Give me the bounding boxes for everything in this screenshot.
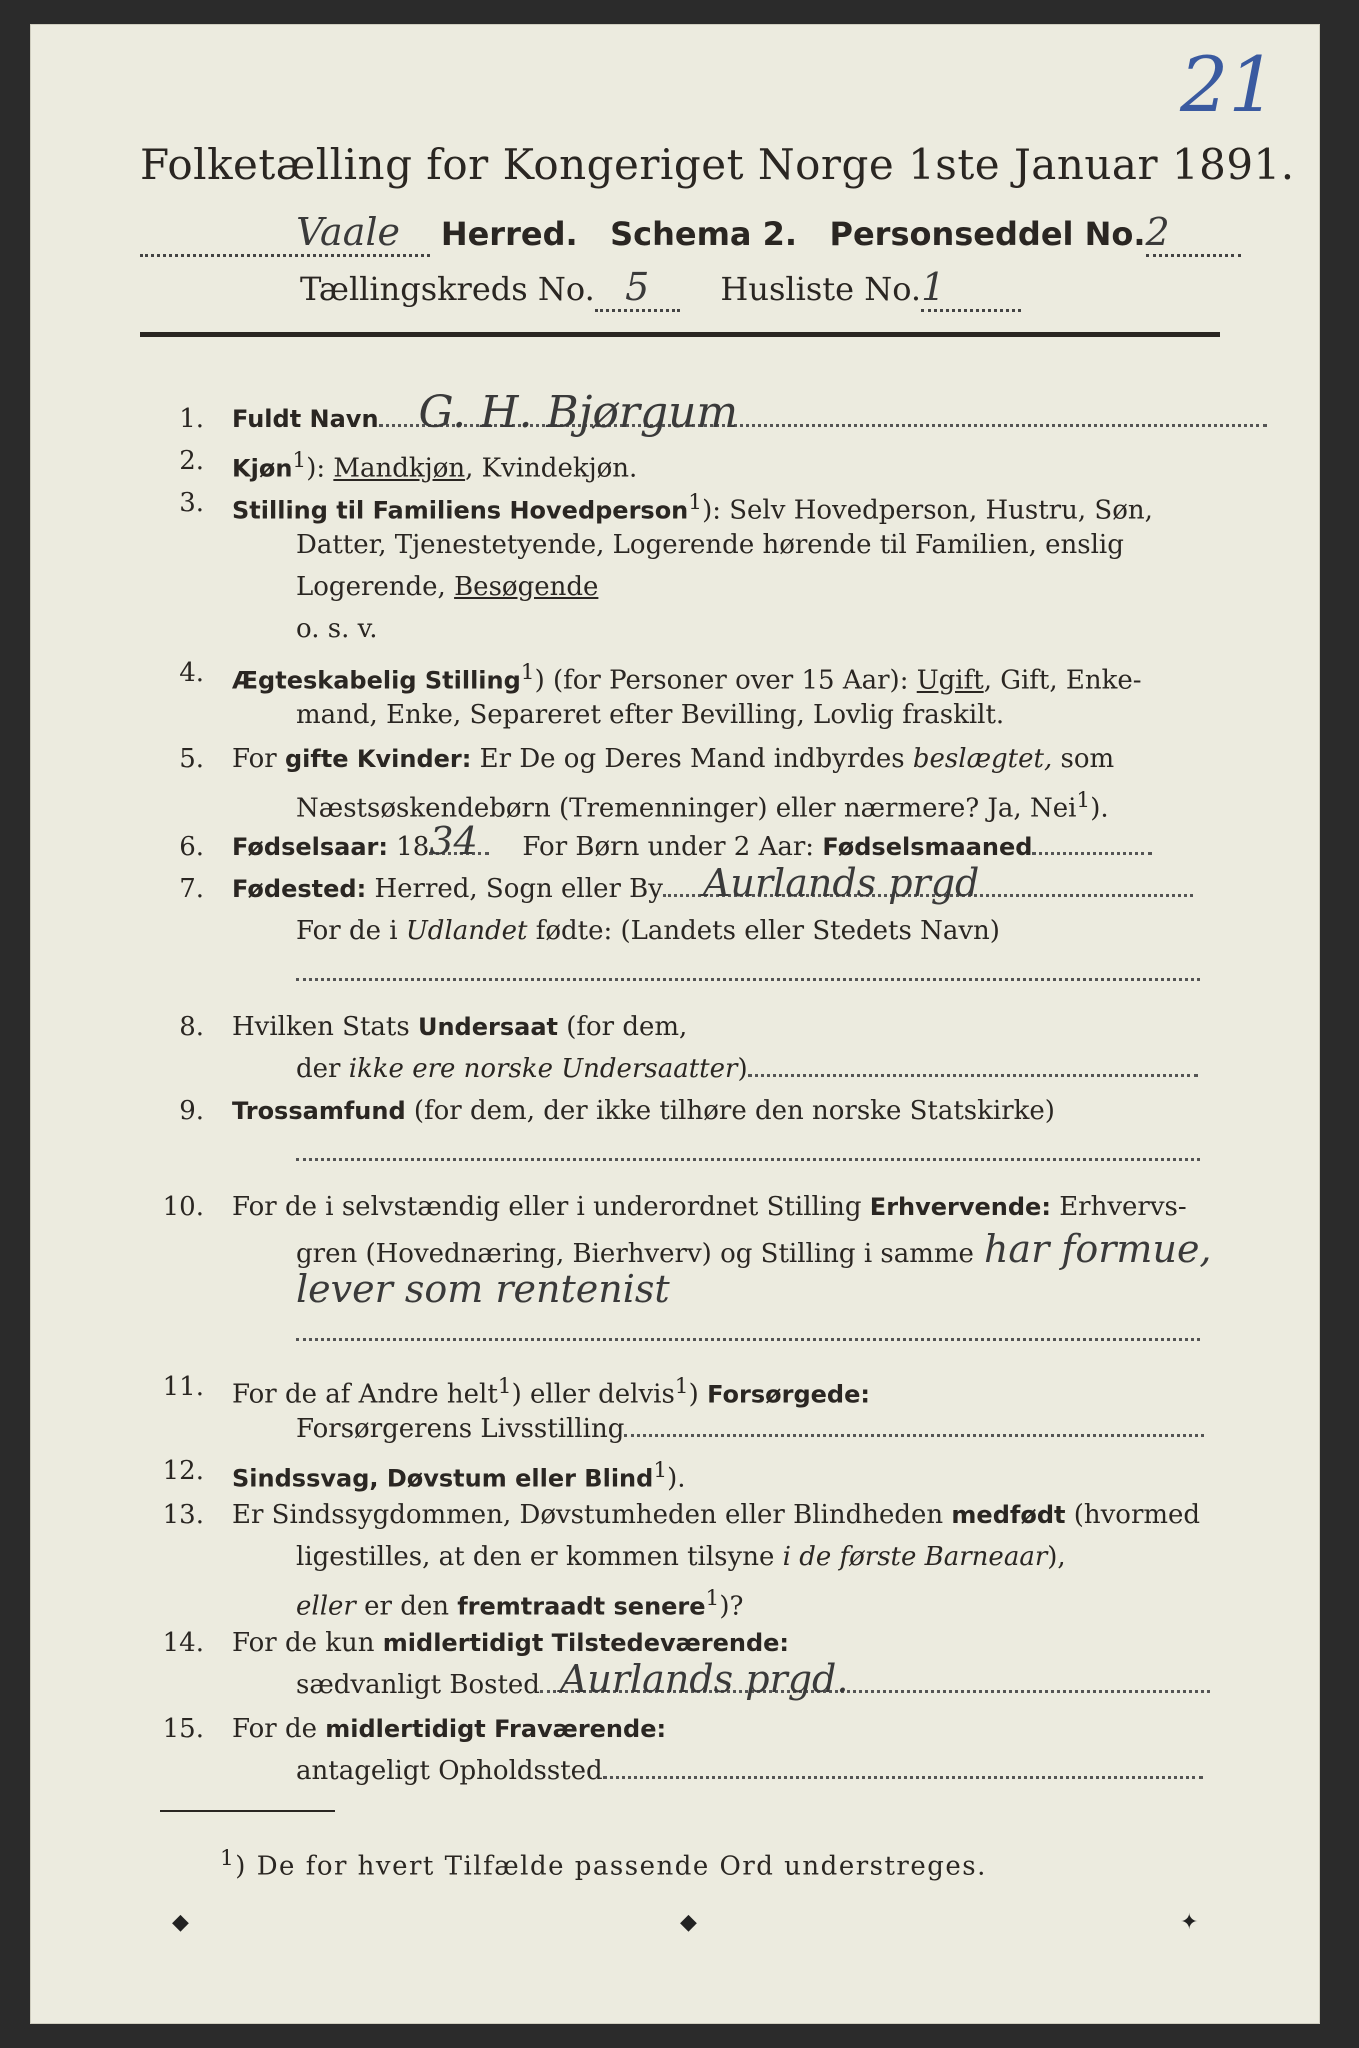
- kreds-label: Tællingskreds No.: [300, 270, 595, 308]
- herred-label: Herred.: [440, 215, 578, 253]
- field-5-number: 5.: [179, 744, 204, 774]
- personseddel-label: Personseddel No.: [829, 215, 1146, 253]
- field-12-end: ).: [667, 1463, 686, 1494]
- husliste-value: 1: [921, 265, 946, 309]
- field-2-sup: 1: [292, 448, 307, 473]
- field-2-kvindekjon: Kvindekjøn.: [481, 453, 638, 484]
- field-10-text-a: For de i selvstændig eller i underordnet Stilling: [232, 1192, 870, 1222]
- husliste-label: Husliste No.: [720, 270, 922, 308]
- field-10-line1: [232, 1186, 1187, 1228]
- field-7-text-a: For de i: [296, 916, 406, 946]
- field-6-value: 34: [429, 819, 478, 863]
- field-7-line2: [296, 910, 1000, 952]
- field-14-text-2: sædvanligt Bosted: [296, 1670, 540, 1700]
- field-6-line: [429, 819, 489, 863]
- field-13-line1: [232, 1494, 1200, 1536]
- form-title: Folketælling for Kongeriget Norge 1ste Januar 1891.: [140, 140, 1295, 189]
- field-14-line: [540, 1657, 1210, 1701]
- husliste-field: [921, 265, 1021, 312]
- field-10-text-b: Erhvervs-: [1050, 1192, 1187, 1222]
- footnote-text: De for hvert Tilfælde passende Ord understreges.: [256, 1851, 987, 1882]
- field-10-text-2: gren (Hovednæring, Bierhverv) og Stilling i samme: [296, 1239, 974, 1269]
- field-5-beslaegtet: beslægtet,: [912, 744, 1053, 774]
- field-8-undersaatter: ikke ere norske Undersaatter: [348, 1054, 738, 1084]
- personseddel-value: 2: [1145, 210, 1170, 254]
- field-5-text-a: Er De og Deres Mand indbyrdes: [471, 744, 913, 774]
- field-1-label: Fuldt Navn: [232, 405, 379, 433]
- field-3-options-1: Selv Hovedperson, Hustru, Søn,: [729, 495, 1153, 526]
- field-8-label: Undersaat: [417, 1013, 558, 1041]
- field-8-close: ): [737, 1054, 748, 1084]
- field-10-value-1: har formue,: [983, 1227, 1212, 1271]
- kreds-field: [595, 265, 680, 312]
- field-3-label: Stilling til Familiens Hovedperson: [232, 496, 689, 525]
- field-12-disability: [232, 1450, 686, 1500]
- field-3-line3: [296, 566, 598, 608]
- field-4-line2: mand, Enke, Separeret efter Bevilling, Lovlig fraskilt.: [296, 700, 1005, 730]
- field-8-line1: [232, 1006, 687, 1048]
- header-line-herred: [140, 210, 1220, 257]
- field-3-besogende: Besøgende: [454, 572, 599, 602]
- field-2-sex: Kjøn$^1$): Mandkjøn, Kvindekjøn.: [232, 448, 638, 484]
- field-4-ugift: Ugift: [916, 665, 984, 696]
- field-13-end: )?: [719, 1591, 744, 1622]
- header-rule: [140, 332, 1220, 337]
- field-13-eller: eller: [296, 1591, 356, 1622]
- binding-hole-mark-center: ◆: [680, 1910, 697, 1935]
- field-1-value: G. H. Bjørgum: [418, 387, 739, 438]
- field-9-text: (for dem, der ikke tilhøre den norske Statskirke): [405, 1096, 1055, 1126]
- field-11-text-b: eller delvis: [521, 1379, 675, 1410]
- field-3-sup: 1: [688, 490, 703, 515]
- footnote-sup: 1: [220, 1846, 236, 1871]
- field-6-label: Fødselsaar:: [232, 833, 388, 861]
- schema-label: Schema 2.: [610, 215, 798, 253]
- field-5-question: Næstsøskendebørn (Tremenninger) eller nærmere? Ja, Nei: [296, 793, 1077, 824]
- field-3-colon: ):: [702, 495, 721, 526]
- field-11-close-1: ): [511, 1379, 522, 1410]
- field-8-der: der: [296, 1054, 349, 1084]
- field-8-pre: Hvilken Stats: [232, 1012, 418, 1042]
- field-13-text-2a: ligestilles, at den er kommen tilsyne: [296, 1542, 783, 1572]
- field-13-barneaar: i de første Barneaar: [782, 1542, 1048, 1572]
- field-12-sup: 1: [653, 1458, 668, 1483]
- field-14-text-a: For de kun: [232, 1628, 383, 1658]
- field-14-line2: [296, 1657, 1210, 1706]
- field-4-text-a: (for Personer over 15 Aar):: [544, 665, 917, 696]
- field-3-osv: o. s. v.: [296, 614, 378, 644]
- field-13-text-b: (hvormed: [1065, 1500, 1201, 1530]
- field-2-label: Kjøn: [232, 454, 293, 483]
- field-13-number: 13.: [162, 1500, 204, 1530]
- field-15-number: 15.: [162, 1714, 204, 1744]
- field-14-label: midlertidigt Tilstedeværende:: [382, 1629, 790, 1657]
- field-4-sup: 1: [520, 660, 535, 685]
- field-5-line2: [296, 780, 1109, 830]
- field-9-label: Trossamfund: [232, 1097, 406, 1125]
- field-3-logerende: Logerende,: [296, 572, 455, 602]
- personseddel-field: [1146, 210, 1241, 257]
- field-13-label: medfødt: [951, 1501, 1066, 1529]
- field-15-label: midlertidigt Fraværende:: [325, 1715, 667, 1743]
- herred-field: [140, 210, 430, 257]
- binding-hole-mark-right: ✦: [1180, 1910, 1199, 1935]
- field-11-sup-2: 1: [674, 1374, 689, 1399]
- field-9-religion: [232, 1090, 1055, 1132]
- field-8-line: [748, 1052, 1198, 1077]
- field-11-line2: [296, 1408, 1204, 1450]
- field-14-number: 14.: [162, 1628, 204, 1658]
- field-5-end: ).: [1090, 793, 1109, 824]
- field-9-number: 9.: [179, 1096, 204, 1126]
- field-1-number: 1.: [179, 404, 204, 434]
- footnote-rule: [160, 1810, 335, 1812]
- field-6-label2: Fødselsmaaned: [822, 833, 1033, 861]
- field-7-birthplace: [232, 861, 1193, 910]
- field-5-pre: For: [232, 744, 285, 774]
- field-2-mandkjon: Mandkjøn: [333, 453, 466, 484]
- field-14-value: Aurlands prgd.: [559, 1657, 849, 1701]
- field-11-text-2: Forsørgerens Livsstilling: [296, 1414, 625, 1444]
- page-number: 21: [1180, 40, 1277, 129]
- footnote: [220, 1846, 987, 1882]
- field-3-number: 3.: [179, 488, 204, 518]
- field-10-value-2: lever som rentenist: [296, 1267, 670, 1311]
- field-12-number: 12.: [162, 1456, 204, 1486]
- field-3-options-2: Datter, Tjenestetyende, Logerende hørende til Familien, enslig: [296, 530, 1124, 560]
- field-4-text-b: , Gift, Enke-: [983, 665, 1142, 696]
- field-13-line2: [296, 1536, 1066, 1578]
- field-8-number: 8.: [179, 1012, 204, 1042]
- field-7-text: Herred, Sogn eller By: [366, 874, 663, 904]
- field-7-line: [663, 861, 1193, 905]
- field-15-line1: [232, 1708, 666, 1750]
- field-4-close: ): [534, 665, 545, 696]
- herred-value: Vaale: [296, 210, 400, 254]
- field-6-birthyear: [232, 819, 1152, 868]
- field-10-blank-line: [296, 1312, 1200, 1354]
- field-7-udlandet: Udlandet: [405, 916, 528, 946]
- field-10-number: 10.: [162, 1192, 204, 1222]
- field-13-text-2c: ),: [1047, 1542, 1066, 1572]
- field-11-close-2: ): [688, 1379, 699, 1410]
- field-8-text: (for dem,: [557, 1012, 688, 1042]
- field-7-text-c: fødte: (Landets eller Stedets Navn): [527, 916, 1000, 946]
- field-7-number: 7.: [179, 874, 204, 904]
- field-11-label: Forsørgede:: [698, 1380, 870, 1409]
- header-line-kreds: [140, 265, 1220, 312]
- field-5-line1: [232, 738, 1114, 780]
- field-15-text-a: For de: [232, 1714, 326, 1744]
- field-15-line2: [296, 1750, 1203, 1792]
- field-13-line3: [296, 1578, 743, 1628]
- footnote-close: ): [235, 1851, 247, 1882]
- field-4-number: 4.: [179, 658, 204, 688]
- field-13-sup: 1: [705, 1586, 720, 1611]
- field-10-label: Erhvervende:: [869, 1193, 1051, 1221]
- field-5-label: gifte Kvinder:: [284, 745, 472, 773]
- field-7-value: Aurlands prgd: [702, 861, 980, 905]
- field-9-blank-line: [296, 1132, 1200, 1174]
- kreds-value: 5: [625, 265, 650, 309]
- field-5-text-c: som: [1052, 744, 1115, 774]
- field-11-text-a: For de af Andre helt: [232, 1379, 498, 1410]
- field-8-line2: [296, 1048, 1198, 1090]
- field-2-number: 2.: [179, 446, 204, 476]
- field-1-line: [379, 387, 1267, 438]
- field-6-mid: For Børn under 2 Aar:: [522, 832, 823, 862]
- field-15-text-2: antageligt Opholdssted: [296, 1756, 603, 1786]
- field-4-label: Ægteskabelig Stilling: [232, 666, 521, 695]
- field-11-sup-1: 1: [497, 1374, 512, 1399]
- field-10-line3: [296, 1268, 670, 1315]
- field-13-label2: fremtraadt senere: [457, 1592, 706, 1621]
- field-6-prefix: 18: [388, 832, 430, 862]
- field-11-number: 11.: [162, 1372, 204, 1402]
- field-1-full-name: [232, 387, 1267, 440]
- binding-hole-mark-left: ◆: [172, 1910, 189, 1935]
- field-13-text-3b: er den: [355, 1591, 458, 1622]
- field-6-month-line: [1032, 830, 1152, 855]
- field-12-label: Sindssvag, Døvstum eller Blind: [232, 1464, 654, 1493]
- field-13-text-a: Er Sindssygdommen, Døvstumheden eller Blindheden: [232, 1500, 952, 1530]
- field-7-blank-line: [296, 952, 1200, 994]
- field-5-sup: 1: [1076, 788, 1091, 813]
- field-2-colon: ):: [306, 453, 326, 484]
- field-6-number: 6.: [179, 832, 204, 862]
- field-7-label: Fødested:: [232, 875, 367, 903]
